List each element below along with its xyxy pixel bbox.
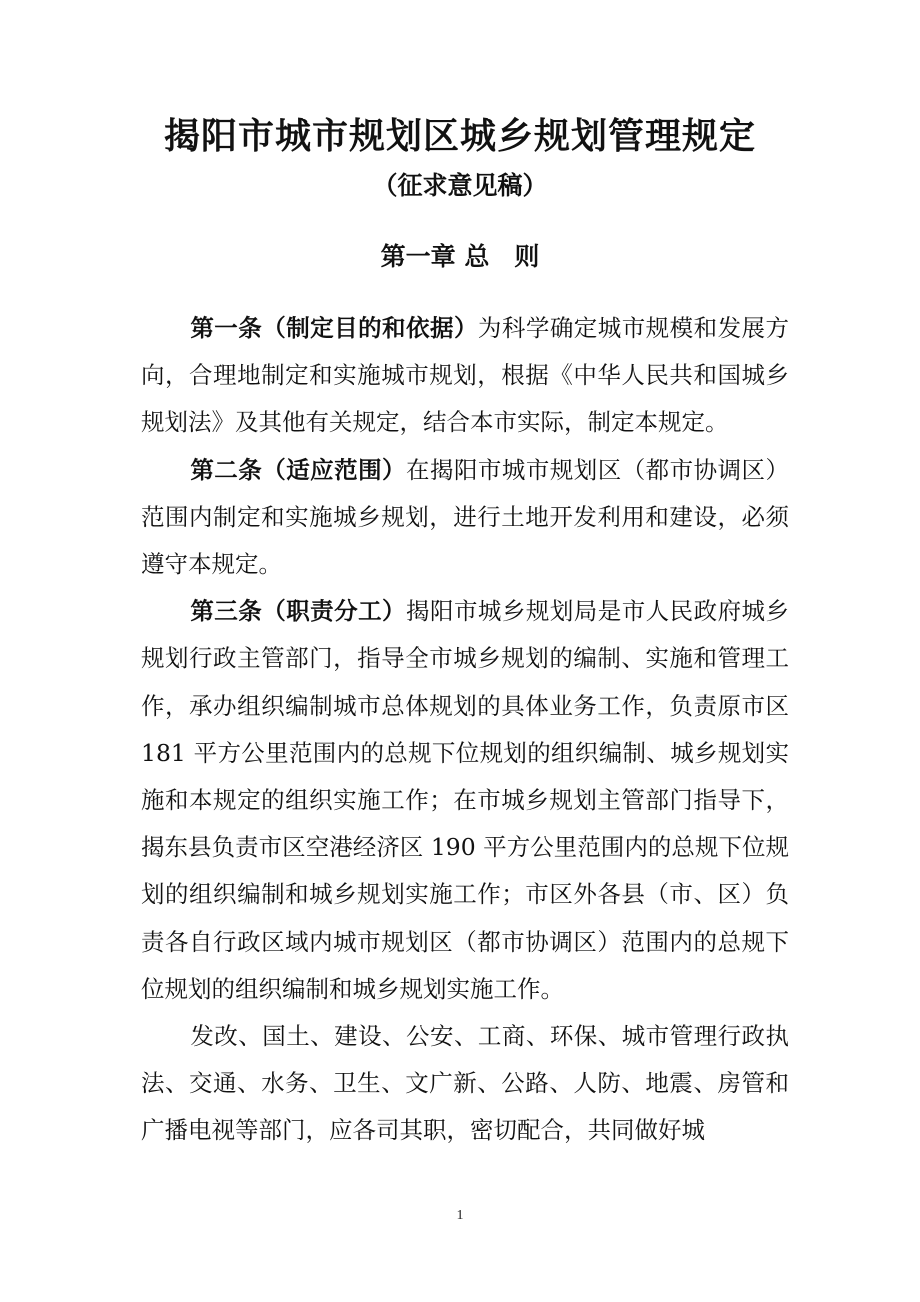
article-label: 第二条（适应范围）: [190, 455, 407, 484]
chapter-heading: 第一章 总 则: [380, 242, 540, 271]
article-label: 第三条（职责分工）: [190, 597, 407, 626]
document-title: 揭阳市城市规划区城乡规划管理规定: [163, 115, 756, 157]
paragraph-article-2: [141, 447, 789, 589]
article-text: 揭阳市城乡规划局是市人民政府城乡规划行政主管部门，指导全市城乡规划的编制、实施和管理工作，承办组织编制城市总体规划的具体业务工作，负责原市区 181 平方公里范围内的总规下位规划的组织编制、城乡规划实施和本规定的组织实施工作；在市城乡规划主管部门指导下，揭东县负责市区空港经济区 190 平方公里范围内的总规下位规划的组织编制和城乡规划实施工作；市区外各县（市、区）负责各自行政区域内城市规划区（都市协调区）范围内的总规下位规划的组织编制和城乡规划实施工作。: [141, 597, 790, 1003]
paragraph-article-3: [141, 588, 789, 1013]
document-body: [141, 305, 789, 1155]
document-subtitle: （征求意见稿）: [372, 171, 548, 200]
article-text: 为科学确定城市规模和发展方向，合理地制定和实施城市规划，根据《中华人民共和国城乡规划法》及其他有关规定，结合本市实际，制定本规定。: [141, 314, 789, 437]
article-label: 第一条（制定目的和依据）: [190, 314, 478, 342]
paragraph-article-1: [141, 305, 789, 447]
paragraph-departments: [141, 1013, 789, 1155]
paragraph-text: 发改、国土、建设、公安、工商、环保、城市管理行政执法、交通、水务、卫生、文广新、公路、人防、地震、房管和广播电视等部门，应各司其职，密切配合，共同做好城: [141, 1022, 789, 1145]
page-number: 1: [456, 1208, 464, 1223]
article-text: 在揭阳市城市规划区（都市协调区）范围内制定和实施城乡规划，进行土地开发利用和建设，必须遵守本规定。: [141, 455, 790, 579]
